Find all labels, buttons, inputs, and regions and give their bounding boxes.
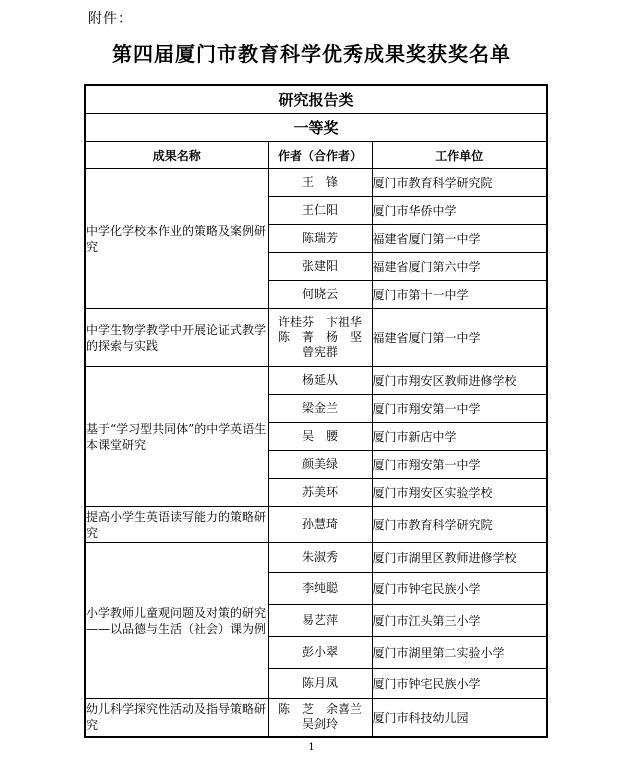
work-unit: 厦门市教育科学研究院 xyxy=(372,507,547,543)
award-level-row xyxy=(85,114,547,142)
column-header-title: 成果名称 xyxy=(85,142,268,169)
author-names: 李纯聪 xyxy=(301,581,338,595)
author-cell xyxy=(268,253,372,281)
author-names: 王 锋 xyxy=(301,175,338,189)
work-unit: 厦门市钟宅民族小学 xyxy=(372,669,547,699)
achievement-title: 幼儿科学探究性活动及指导策略研究 xyxy=(85,699,268,737)
page-number: 1 xyxy=(308,742,315,753)
author-cell xyxy=(268,507,372,543)
work-unit: 厦门市翔安第一中学 xyxy=(372,395,547,423)
author-cell xyxy=(268,309,372,367)
work-unit: 厦门市翔安区教师进修学校 xyxy=(372,367,547,395)
author-cell xyxy=(268,669,372,699)
author-cell xyxy=(268,479,372,507)
work-unit: 厦门市第十一中学 xyxy=(372,281,547,309)
author-names: 陈 芝 余喜兰 吴剑玲 xyxy=(277,702,362,732)
table-row xyxy=(85,367,547,395)
work-unit: 厦门市华侨中学 xyxy=(372,197,547,225)
author-names: 杨延从 xyxy=(301,373,338,387)
author-names: 许桂芬 卞祖华 陈 菁 杨 坚 曾宪群 xyxy=(277,315,362,359)
author-cell xyxy=(268,543,372,573)
author-cell xyxy=(268,451,372,479)
achievement-title: 小学教师儿童观问题及对策的研究——以品德与生活（社会）课为例 xyxy=(85,543,268,699)
work-unit: 厦门市江头第三小学 xyxy=(372,605,547,637)
author-cell xyxy=(268,699,372,737)
work-unit: 厦门市科技幼儿园 xyxy=(372,699,547,737)
work-unit: 福建省厦门第六中学 xyxy=(372,253,547,281)
work-unit: 福建省厦门第一中学 xyxy=(372,309,547,367)
work-unit: 厦门市翔安区实验学校 xyxy=(372,479,547,507)
author-names: 颜美绿 xyxy=(301,457,338,471)
author-cell xyxy=(268,281,372,309)
author-cell xyxy=(268,225,372,253)
work-unit: 厦门市湖里区教师进修学校 xyxy=(372,543,547,573)
table-row xyxy=(85,699,547,737)
award-rows xyxy=(85,169,547,737)
achievement-title: 基于“学习型共同体”的中学英语生本课堂研究 xyxy=(85,367,268,507)
work-unit: 厦门市湖里第二实验小学 xyxy=(372,637,547,669)
author-cell xyxy=(268,197,372,225)
author-cell xyxy=(268,573,372,605)
author-names: 孙慧琦 xyxy=(301,517,338,531)
table-row xyxy=(85,507,547,543)
author-names: 张建阳 xyxy=(301,259,338,273)
author-cell xyxy=(268,605,372,637)
work-unit: 厦门市新店中学 xyxy=(372,423,547,451)
author-names: 彭小翠 xyxy=(301,645,338,659)
achievement-title: 中学化学校本作业的策略及案例研究 xyxy=(85,169,268,309)
author-names: 吴 腰 xyxy=(301,429,338,443)
column-header-author: 作者（合作者） xyxy=(268,142,372,169)
column-header-unit: 工作单位 xyxy=(372,142,547,169)
table-row xyxy=(85,543,547,573)
author-names: 陈月凤 xyxy=(301,676,338,690)
category-row xyxy=(85,85,547,114)
column-header-row xyxy=(85,142,547,169)
work-unit: 厦门市翔安第一中学 xyxy=(372,451,547,479)
table-row xyxy=(85,169,547,197)
author-cell xyxy=(268,423,372,451)
table-row xyxy=(85,309,547,367)
author-cell xyxy=(268,637,372,669)
author-cell xyxy=(268,169,372,197)
author-names: 苏美环 xyxy=(301,485,338,499)
page-title: 第四届厦门市教育科学优秀成果奖获奖名单 xyxy=(112,42,511,66)
author-names: 王仁阳 xyxy=(301,203,338,217)
author-names: 陈瑞芳 xyxy=(301,231,338,245)
work-unit: 厦门市钟宅民族小学 xyxy=(372,573,547,605)
work-unit: 厦门市教育科学研究院 xyxy=(372,169,547,197)
awards-table xyxy=(84,84,548,738)
author-names: 易艺萍 xyxy=(301,613,338,627)
author-cell xyxy=(268,395,372,423)
author-names: 何晓云 xyxy=(301,287,338,301)
achievement-title: 中学生物学教学中开展论证式教学的探索与实践 xyxy=(85,309,268,367)
author-names: 朱淑秀 xyxy=(301,550,338,564)
author-cell xyxy=(268,367,372,395)
award-level-heading: 一等奖 xyxy=(85,114,547,142)
achievement-title: 提高小学生英语读写能力的策略研究 xyxy=(85,507,268,543)
work-unit: 福建省厦门第一中学 xyxy=(372,225,547,253)
attachment-label: 附件： xyxy=(88,11,133,27)
category-heading: 研究报告类 xyxy=(85,85,547,114)
author-names: 梁金兰 xyxy=(301,401,338,415)
